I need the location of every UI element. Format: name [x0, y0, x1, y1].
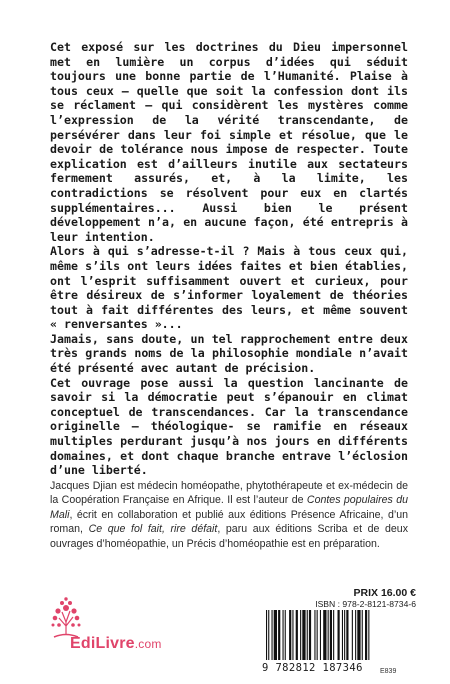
barcode-digits: 9 782812 187346: [262, 662, 363, 674]
barcode-bar: [268, 610, 269, 660]
author-bio-text-2: , écrit en collaboration et publié aux éditions Présence Africaine, d’un roman,: [50, 508, 408, 536]
barcode-bar: [278, 610, 280, 660]
barcode-bar: [355, 610, 356, 660]
barcode-bar: [266, 610, 267, 660]
isbn-barcode: [262, 610, 414, 660]
price-label: PRIX 16.00 €: [353, 587, 416, 599]
back-cover-blurb: [50, 40, 408, 478]
barcode-bar: [338, 610, 340, 660]
barcode-bar: [292, 610, 293, 660]
author-bio-text-1: Jacques Djian est médecin homéopathe, phytothérapeute et ex-médecin de la Coopération Française en Afrique. Il est l’auteur de: [50, 480, 408, 507]
barcode-bar: [346, 610, 348, 660]
barcode-bar: [328, 610, 329, 660]
author-bio: [50, 479, 408, 551]
isbn-label: ISBN : 978-2-8121-8734-6: [315, 599, 416, 609]
barcode-bar: [344, 610, 345, 660]
barcode-bar: [357, 610, 360, 660]
barcode-bar: [296, 610, 298, 660]
barcode-bar: [317, 610, 318, 660]
barcode-bar: [307, 610, 308, 660]
barcode-bar: [330, 610, 332, 660]
barcode-bar: [320, 610, 321, 660]
barcode-bar: [352, 610, 353, 660]
barcode-bar: [289, 610, 291, 660]
blurb-paragraph-4: Cet ouvrage pose aussi la question lancinante de savoir si la démocratie peut s’épanouir en climat conceptuel de transcendances. Car la transcendance originelle – théologique- se ramifie en réseaux multiples perdurant jusqu’à nos jours en différents domaines, et dont chaque branche entrave l’éclosion d’une liberté.: [50, 375, 408, 478]
blurb-paragraph-2: Alors à qui s’adresse-t-il ? Mais à tous ceux qui, même s’ils ont leurs idées faites et bien établies, ont l’esprit suffisamment ouvert et curieux, pour être désireux de s’informer loyalement de théories tout à fait différentes des leurs, et même souvent « renversantes »...: [50, 244, 408, 332]
author-bio-text-3: , paru aux éditions Scriba et de deux ouvrages d’homéopathie, un Précis d’homéopathie est en préparation.: [50, 523, 408, 550]
barcode-bar: [285, 610, 286, 660]
catalog-code: E839: [380, 668, 397, 675]
barcode-bar: [362, 610, 363, 660]
publisher-tree-logo-icon: [48, 590, 168, 670]
barcode-bar: [302, 610, 305, 660]
barcode-bar: [333, 610, 334, 660]
barcode-bar: [368, 610, 369, 660]
barcode-bar: [309, 610, 311, 660]
book-title-roman: Ce que fol fait, rire défait: [88, 523, 218, 536]
barcode-bar: [283, 610, 284, 660]
barcode-bar: [342, 610, 343, 660]
blurb-paragraph-1: Cet exposé sur les doctrines du Dieu impersonnel met en lumière un corpus d’idées qui séduit toujours une bonne partie de l’Humanité. Plaise à tous ceux – quelle que soit la confession dont ils se réclament – qui considèrent les mystères comme l’expression de la vérité transcendante, de persévérer dans leur foi simple et résolue, que le devoir de tolérance nous impose de respecter. Toute explication est d’ailleurs inutile aux sectateurs fermement assurés, et, à la limite, les contradictions se résolvent pour eux en clartés supplémentaires... Aussi bien le présent développement n’a, en aucune façon, été entrepris à leur intention.: [50, 40, 408, 244]
book-title-contes: Contes populaires du Mali: [50, 494, 408, 521]
barcode-bar: [323, 610, 326, 660]
barcode-bar: [314, 610, 315, 660]
barcode-bar: [300, 610, 301, 660]
blurb-paragraph-3: Jamais, sans doute, un tel rapprochement entre deux très grands noms de la philosophie mondiale n’avait été présenté avec autant de précision.: [50, 331, 408, 376]
barcode-bar: [365, 610, 367, 660]
publisher-name: EdiLivre.com: [70, 635, 162, 652]
barcode-bar: [274, 610, 277, 660]
barcode-bar: [272, 610, 273, 660]
